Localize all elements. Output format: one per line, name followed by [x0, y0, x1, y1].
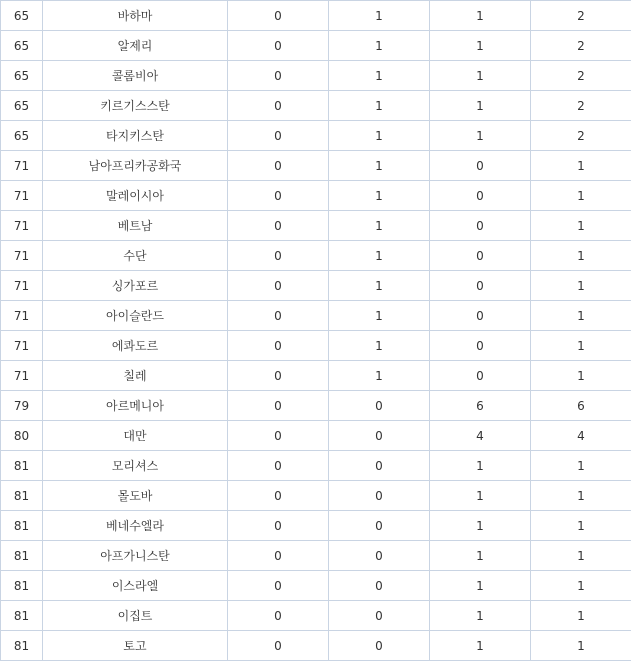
silver-count-cell: 1	[329, 271, 430, 301]
gold-count-cell: 0	[228, 151, 329, 181]
table-row	[1, 31, 631, 61]
total-count-cell: 1	[531, 301, 631, 331]
rank-cell: 81	[1, 601, 43, 631]
rank-cell: 81	[1, 631, 43, 661]
gold-count-cell: 0	[228, 181, 329, 211]
table-row	[1, 421, 631, 451]
gold-count-cell: 0	[228, 31, 329, 61]
silver-count-cell: 1	[329, 181, 430, 211]
table-row	[1, 601, 631, 631]
silver-count-cell: 1	[329, 31, 430, 61]
silver-count-cell: 0	[329, 571, 430, 601]
silver-count-cell: 0	[329, 421, 430, 451]
silver-count-cell: 0	[329, 541, 430, 571]
table-row	[1, 511, 631, 541]
rank-cell: 81	[1, 481, 43, 511]
total-count-cell: 1	[531, 571, 631, 601]
total-count-cell: 2	[531, 61, 631, 91]
silver-count-cell: 1	[329, 121, 430, 151]
rank-cell: 81	[1, 451, 43, 481]
rank-cell: 65	[1, 91, 43, 121]
bronze-count-cell: 1	[430, 91, 531, 121]
gold-count-cell: 0	[228, 1, 329, 31]
country-cell: 몰도바	[43, 481, 228, 511]
total-count-cell: 2	[531, 91, 631, 121]
total-count-cell: 1	[531, 211, 631, 241]
country-cell: 칠레	[43, 361, 228, 391]
gold-count-cell: 0	[228, 241, 329, 271]
country-cell: 베네수엘라	[43, 511, 228, 541]
country-cell: 타지키스탄	[43, 121, 228, 151]
table-row	[1, 91, 631, 121]
rank-cell: 81	[1, 541, 43, 571]
rank-cell: 65	[1, 31, 43, 61]
gold-count-cell: 0	[228, 541, 329, 571]
rank-cell: 81	[1, 511, 43, 541]
country-cell: 토고	[43, 631, 228, 661]
silver-count-cell: 0	[329, 391, 430, 421]
country-cell: 에콰도르	[43, 331, 228, 361]
bronze-count-cell: 1	[430, 481, 531, 511]
rank-cell: 71	[1, 331, 43, 361]
gold-count-cell: 0	[228, 361, 329, 391]
bronze-count-cell: 1	[430, 631, 531, 661]
country-cell: 이스라엘	[43, 571, 228, 601]
gold-count-cell: 0	[228, 121, 329, 151]
table-row	[1, 241, 631, 271]
table-row	[1, 631, 631, 661]
rank-cell: 71	[1, 211, 43, 241]
silver-count-cell: 1	[329, 241, 430, 271]
rank-cell: 71	[1, 181, 43, 211]
total-count-cell: 1	[531, 331, 631, 361]
gold-count-cell: 0	[228, 301, 329, 331]
total-count-cell: 4	[531, 421, 631, 451]
country-cell: 남아프리카공화국	[43, 151, 228, 181]
country-cell: 싱가포르	[43, 271, 228, 301]
table-row	[1, 181, 631, 211]
rank-cell: 71	[1, 361, 43, 391]
silver-count-cell: 1	[329, 91, 430, 121]
total-count-cell: 1	[531, 451, 631, 481]
bronze-count-cell: 1	[430, 61, 531, 91]
total-count-cell: 1	[531, 181, 631, 211]
gold-count-cell: 0	[228, 421, 329, 451]
gold-count-cell: 0	[228, 271, 329, 301]
gold-count-cell: 0	[228, 91, 329, 121]
country-cell: 바하마	[43, 1, 228, 31]
country-cell: 대만	[43, 421, 228, 451]
table-row	[1, 301, 631, 331]
total-count-cell: 1	[531, 151, 631, 181]
bronze-count-cell: 0	[430, 361, 531, 391]
table-row	[1, 541, 631, 571]
total-count-cell: 1	[531, 271, 631, 301]
gold-count-cell: 0	[228, 571, 329, 601]
rank-cell: 71	[1, 271, 43, 301]
bronze-count-cell: 1	[430, 511, 531, 541]
table-row	[1, 1, 631, 31]
total-count-cell: 1	[531, 631, 631, 661]
total-count-cell: 1	[531, 361, 631, 391]
table-row	[1, 331, 631, 361]
silver-count-cell: 1	[329, 61, 430, 91]
table-row	[1, 61, 631, 91]
rank-cell: 65	[1, 61, 43, 91]
total-count-cell: 2	[531, 121, 631, 151]
silver-count-cell: 1	[329, 331, 430, 361]
table-row	[1, 571, 631, 601]
gold-count-cell: 0	[228, 451, 329, 481]
total-count-cell: 6	[531, 391, 631, 421]
total-count-cell: 2	[531, 1, 631, 31]
table-row	[1, 361, 631, 391]
bronze-count-cell: 1	[430, 601, 531, 631]
gold-count-cell: 0	[228, 631, 329, 661]
country-cell: 키르기스스탄	[43, 91, 228, 121]
gold-count-cell: 0	[228, 481, 329, 511]
silver-count-cell: 0	[329, 451, 430, 481]
rank-cell: 79	[1, 391, 43, 421]
bronze-count-cell: 1	[430, 451, 531, 481]
rank-cell: 71	[1, 151, 43, 181]
table-row	[1, 451, 631, 481]
country-cell: 베트남	[43, 211, 228, 241]
country-cell: 모리셔스	[43, 451, 228, 481]
total-count-cell: 1	[531, 601, 631, 631]
total-count-cell: 1	[531, 511, 631, 541]
bronze-count-cell: 0	[430, 271, 531, 301]
gold-count-cell: 0	[228, 601, 329, 631]
bronze-count-cell: 0	[430, 211, 531, 241]
medal-table-body	[1, 1, 631, 661]
gold-count-cell: 0	[228, 511, 329, 541]
silver-count-cell: 1	[329, 211, 430, 241]
gold-count-cell: 0	[228, 211, 329, 241]
bronze-count-cell: 4	[430, 421, 531, 451]
gold-count-cell: 0	[228, 331, 329, 361]
total-count-cell: 1	[531, 241, 631, 271]
gold-count-cell: 0	[228, 391, 329, 421]
bronze-count-cell: 1	[430, 31, 531, 61]
bronze-count-cell: 6	[430, 391, 531, 421]
bronze-count-cell: 1	[430, 1, 531, 31]
bronze-count-cell: 1	[430, 571, 531, 601]
silver-count-cell: 1	[329, 151, 430, 181]
silver-count-cell: 1	[329, 1, 430, 31]
table-row	[1, 271, 631, 301]
bronze-count-cell: 0	[430, 241, 531, 271]
silver-count-cell: 0	[329, 601, 430, 631]
silver-count-cell: 0	[329, 631, 430, 661]
rank-cell: 65	[1, 1, 43, 31]
silver-count-cell: 1	[329, 361, 430, 391]
rank-cell: 71	[1, 241, 43, 271]
country-cell: 아이슬란드	[43, 301, 228, 331]
rank-cell: 81	[1, 571, 43, 601]
silver-count-cell: 1	[329, 301, 430, 331]
table-row	[1, 151, 631, 181]
total-count-cell: 1	[531, 541, 631, 571]
country-cell: 이집트	[43, 601, 228, 631]
country-cell: 수단	[43, 241, 228, 271]
bronze-count-cell: 1	[430, 541, 531, 571]
table-row	[1, 211, 631, 241]
country-cell: 알제리	[43, 31, 228, 61]
bronze-count-cell: 1	[430, 121, 531, 151]
total-count-cell: 2	[531, 31, 631, 61]
rank-cell: 65	[1, 121, 43, 151]
rank-cell: 80	[1, 421, 43, 451]
table-row	[1, 481, 631, 511]
rank-cell: 71	[1, 301, 43, 331]
gold-count-cell: 0	[228, 61, 329, 91]
country-cell: 말레이시아	[43, 181, 228, 211]
country-cell: 아르메니아	[43, 391, 228, 421]
bronze-count-cell: 0	[430, 151, 531, 181]
table-row	[1, 121, 631, 151]
silver-count-cell: 0	[329, 511, 430, 541]
table-row	[1, 391, 631, 421]
country-cell: 아프가니스탄	[43, 541, 228, 571]
country-cell: 콜롬비아	[43, 61, 228, 91]
silver-count-cell: 0	[329, 481, 430, 511]
total-count-cell: 1	[531, 481, 631, 511]
bronze-count-cell: 0	[430, 301, 531, 331]
bronze-count-cell: 0	[430, 181, 531, 211]
bronze-count-cell: 0	[430, 331, 531, 361]
